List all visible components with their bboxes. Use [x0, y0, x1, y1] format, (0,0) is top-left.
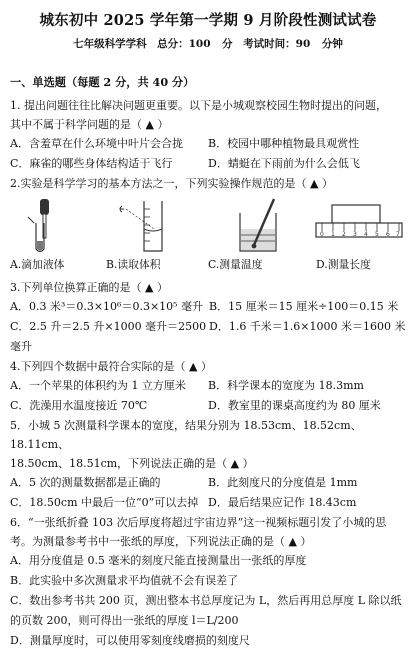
- ruler-tick-label: 1: [331, 231, 335, 238]
- section-heading: 一、单选题（每题 2 分，共 40 分）: [10, 75, 195, 89]
- ruler-tick-label: 7: [396, 231, 400, 238]
- option-d: D．最后结果应记作 18.43cm: [208, 496, 357, 509]
- exam-title: 城东初中 2025 学年第一学期 9 月阶段性测试试卷: [39, 12, 377, 29]
- option-b: B．15 厘米＝15 厘米÷100＝0.15 米: [209, 300, 399, 313]
- stem-line: 其中不属于科学问题的是（ ▲ ）: [10, 118, 169, 131]
- option-d: D．蜻蜓在下雨前为什么会低飞: [208, 157, 360, 170]
- ruler-tick-label: 6: [386, 231, 390, 238]
- stem-line: 2.实验是科学学习的基本方法之一，下列实验操作规范的是（ ▲ ）: [10, 177, 333, 190]
- option-d: D．测量厚度时，可以使用零刻度线磨损的刻度尺: [10, 634, 250, 647]
- question-6-options: [10, 551, 406, 651]
- option-c: C．洗澡用水温度接近 70℃: [10, 399, 148, 412]
- ruler-tick-label: 3: [353, 231, 357, 238]
- question-5-stem: [10, 416, 406, 473]
- ruler-tick-label: 0: [320, 231, 324, 238]
- question-2-stem: [10, 174, 406, 193]
- stem-line: 6．“一张纸折叠 103 次后厚度将超过宇宙边界”这一视频标题引发了小城的思: [10, 516, 387, 529]
- figure-label-d: D.测量长度: [316, 258, 371, 271]
- option-a: A．含羞草在什么环境中叶片会合拢: [10, 137, 183, 150]
- figure-label-b: B.读取体积: [106, 258, 161, 271]
- stem-line: 5．小城 5 次测量科学课本的宽度，结果分别为 18.53cm、18.52cm、18.11cm、: [10, 419, 362, 451]
- stem-line: 18.50cm、18.51cm，下列说法正确的是（ ▲ ）: [10, 457, 254, 470]
- option-c-continued: 的页数 200，则可得出一张纸的厚度 l＝L/200: [10, 614, 239, 627]
- question-4-stem: [10, 357, 406, 376]
- stem-line: 4.下列四个数据中最符合实际的是（ ▲ ）: [10, 360, 212, 373]
- option-b: B．科学课本的宽度为 18.3mm: [208, 379, 364, 392]
- question-3-stem: [10, 278, 406, 297]
- option-a: A．用分度值是 0.5 毫米的刻度尺能直接测量出一张纸的厚度: [10, 554, 307, 567]
- question-6-stem: [10, 513, 406, 551]
- option-a: A．5 次的测量数据都是正确的: [10, 476, 161, 489]
- question-1-stem: [10, 96, 406, 134]
- ruler-tick-label: 4: [364, 231, 368, 238]
- question-2-figures: [10, 195, 406, 255]
- ruler-measure-figure: [310, 195, 406, 255]
- option-b: B．此刻度尺的分度值是 1mm: [208, 476, 358, 489]
- option-c: C．数出参考书共 200 页，测出整本书总厚度记为 L，然后再用总厚度 L 除以纸: [10, 594, 402, 607]
- stem-line: 考。为测量参考书中一张纸的厚度，下列说法正确的是（ ▲ ）: [10, 535, 312, 548]
- stem-line: 3.下列单位换算正确的是（ ▲ ）: [10, 281, 168, 294]
- graduated-cylinder-figure: [110, 195, 206, 255]
- question-4-options: [10, 376, 406, 416]
- question-3-options: [10, 297, 406, 357]
- question-5-options: [10, 473, 406, 513]
- figure-label-a: A.滴加液体: [10, 258, 65, 271]
- option-c: C．2.5 升＝2.5 升×1000 毫升＝2500 毫升: [10, 320, 207, 353]
- figure-label-c: C.测量温度: [208, 258, 263, 271]
- option-a: A．一个苹果的体积约为 1 立方厘米: [10, 379, 186, 392]
- option-d: D．教室里的课桌高度约为 80 厘米: [208, 399, 381, 412]
- option-a: A．0.3 米³＝0.3×10⁶＝0.3×10⁵ 毫升: [10, 300, 204, 313]
- dropper-test-tube-figure: [10, 195, 106, 255]
- ruler-tick-label: 5: [375, 231, 379, 238]
- option-c: C．18.50cm 中最后一位“0”可以去掉: [10, 496, 199, 509]
- option-b: B．校园中哪种植物最具观赏性: [208, 137, 360, 150]
- exam-subtitle: 七年级科学学科 总分：100 分 考试时间：90 分钟: [73, 38, 343, 50]
- option-d: D．1.6 千米＝1.6×1000 米＝1600 米: [209, 320, 406, 333]
- question-2-figure-labels: [10, 255, 406, 274]
- thermometer-beaker-figure: [210, 195, 306, 255]
- ruler-tick-label: 2: [342, 231, 346, 238]
- option-c: C．麻雀的哪些身体结构适于飞行: [10, 157, 173, 170]
- option-b: B．此实验中多次测量求平均值就不会有误差了: [10, 574, 239, 587]
- stem-line: 1. 提出问题往往比解决问题更重要。以下是小城观察校园生物时提出的问题，: [10, 99, 387, 112]
- question-1-options: [10, 134, 406, 174]
